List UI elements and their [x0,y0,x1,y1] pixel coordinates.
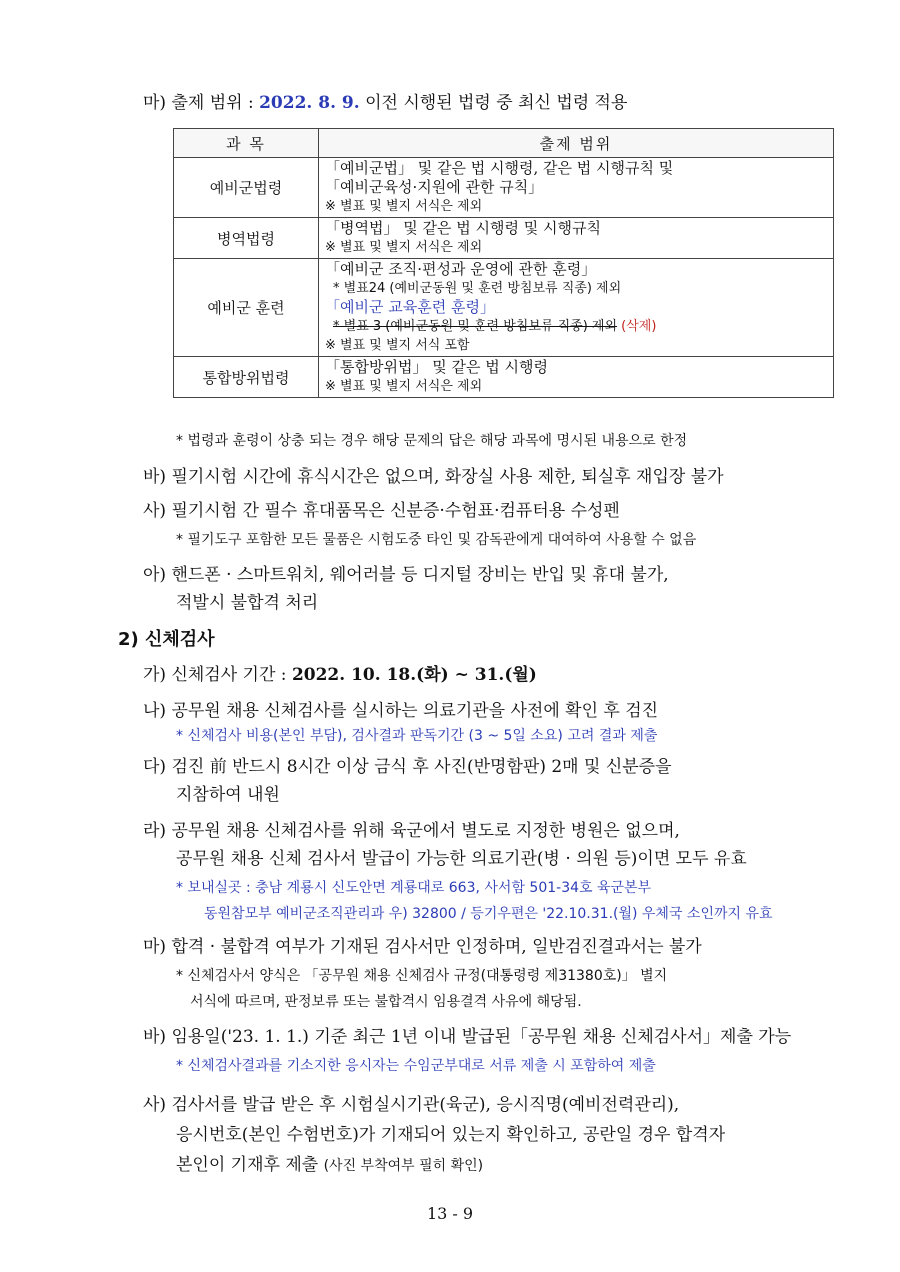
table-cell-range [319,218,834,259]
range-line: 「예비군육성·지원에 관한 규칙」 [325,178,544,196]
range-note: ※ 별표 및 별지 서식은 제외 [325,240,483,255]
exam-scope-table [173,128,834,398]
table-cell-subject: 병역법령 [174,218,319,259]
table-cell-range [319,357,834,398]
table-row [174,158,834,218]
exam-period-line [143,664,537,686]
item-sa2-line1: 사) 검사서를 발급 받은 후 시험실시기관(육군), 응시직명(예비전력관리), [143,1095,680,1115]
table-row [174,259,834,357]
item-ma-note2: 서식에 따르며, 판정보류 또는 불합격시 임용결격 사유에 해당됨. [190,994,582,1010]
item-sa: 사) 필기시험 간 필수 휴대품목은 신분증·수험표·컴퓨터용 수성펜 [143,501,620,521]
item-sa2-line3-main: 본인이 기재후 제출 [176,1155,324,1175]
range-note: ※ 별표 및 별지 서식은 제외 [325,199,483,214]
range-line: 「병역법」 및 같은 법 시행령 및 시행규칙 [325,219,601,237]
range-line-revised: 「예비군 교육훈련 훈령」 [325,298,495,316]
table-row [174,357,834,398]
exam-scope-label: 마) 출제 범위 : [143,93,260,113]
item-ra-line1: 라) 공무원 채용 신체검사를 위해 육군에서 별도로 지정한 병원은 없으며, [143,821,680,841]
deleted-marker: (삭제) [617,319,657,334]
item-ba2: 바) 임용일('23. 1. 1.) 기준 최근 1년 이내 발급된「공무원 채용 신체검사서」제출 가능 [143,1027,792,1047]
table-header-subject: 과 목 [174,129,319,158]
item-sa-note: * 필기도구 포함한 모든 물품은 시험도중 타인 및 감독관에게 대여하여 사용할 수 없음 [176,532,697,548]
item-na-note: * 신체검사 비용(본인 부담), 검사결과 판독기간 (3 ~ 5일 소요) 고려 결과 제출 [176,728,658,744]
table-row [174,218,834,259]
range-sub-note: * 별표24 (예비군동원 및 훈련 방침보류 직종) 제외 [333,281,622,296]
table-cell-subject: 예비군법령 [174,158,319,218]
range-note: ※ 별표 및 별지 서식 포함 [325,338,470,353]
exam-scope-date: 2022. 8. 9. [259,93,360,113]
exam-scope-rest: 이전 시행된 법령 중 최신 법령 적용 [359,93,628,113]
item-ra-note2: 동원참모부 예비군조직관리과 우) 32800 / 등기우편은 '22.10.31.(월) 우체국 소인까지 유효 [204,906,773,922]
range-line: 「예비군 조직·편성과 운영에 관한 훈령」 [325,260,597,278]
range-sub-note-deleted [325,317,827,336]
range-line: 「예비군법」 및 같은 법 시행령, 같은 법 시행규칙 및 [325,159,674,177]
table-header-range: 출제 범위 [319,129,834,158]
page-number: 13 - 9 [426,1204,474,1223]
item-ba: 바) 필기시험 시간에 휴식시간은 없으며, 화장실 사용 제한, 퇴실후 재입장 불가 [143,467,724,487]
item-ra-note1: * 보내실곳 : 충남 계룡시 신도안면 계룡대로 663, 사서함 501-34호 육군본부 [176,880,652,896]
exam-scope-line [143,92,627,114]
table-cell-subject: 예비군 훈련 [174,259,319,357]
exam-period-label: 가) 신체검사 기간 : [143,665,292,685]
table-cell-range [319,259,834,357]
table-cell-subject: 통합방위법령 [174,357,319,398]
item-ma: 마) 합격 · 불합격 여부가 기재된 검사서만 인정하며, 일반검진결과서는 불가 [143,937,702,957]
item-sa2-line3-paren: (사진 부착여부 필히 확인) [323,1158,484,1174]
item-ma-note1: * 신체검사서 양식은 「공무원 채용 신체검사 규정(대통령령 제31380호)」 별지 [176,968,668,984]
item-ba2-note: * 신체검사결과를 기소지한 응시자는 수임군부대로 서류 제출 시 포함하여 제출 [176,1058,656,1074]
table-cell-range [319,158,834,218]
item-a-line2: 적발시 불합격 처리 [176,593,319,613]
item-ra-line2: 공무원 채용 신체 검사서 발급이 가능한 의료기관(병 · 의원 등)이면 모두 유효 [176,849,747,869]
item-da-line2: 지참하여 내원 [176,785,280,805]
table-header-row [174,129,834,158]
item-da-line1: 다) 검진 前 반드시 8시간 이상 금식 후 사진(반명함판) 2매 및 신분증을 [143,757,672,777]
item-na: 나) 공무원 채용 신체검사를 실시하는 의료기관을 사전에 확인 후 검진 [143,701,659,721]
section-heading: 2) 신체검사 [118,629,215,650]
item-sa2-line2: 응시번호(본인 수험번호)가 기재되어 있는지 확인하고, 공란일 경우 합격자 [176,1125,726,1145]
range-line: 「통합방위법」 및 같은 법 시행령 [325,358,548,376]
table-footnote: * 법령과 훈령이 상충 되는 경우 해당 문제의 답은 해당 과목에 명시된 내용으로 한정 [176,433,688,449]
item-sa2-line3 [176,1154,483,1177]
range-note: ※ 별표 및 별지 서식은 제외 [325,379,483,394]
struck-text: * 별표 3 (예비군동원 및 훈련 방침보류 직종) 제외 [333,319,618,334]
item-a-line1: 아) 핸드폰 · 스마트워치, 웨어러블 등 디지털 장비는 반입 및 휴대 불가, [143,565,669,585]
exam-period-date: 2022. 10. 18.(화) ~ 31.(월) [291,665,537,685]
